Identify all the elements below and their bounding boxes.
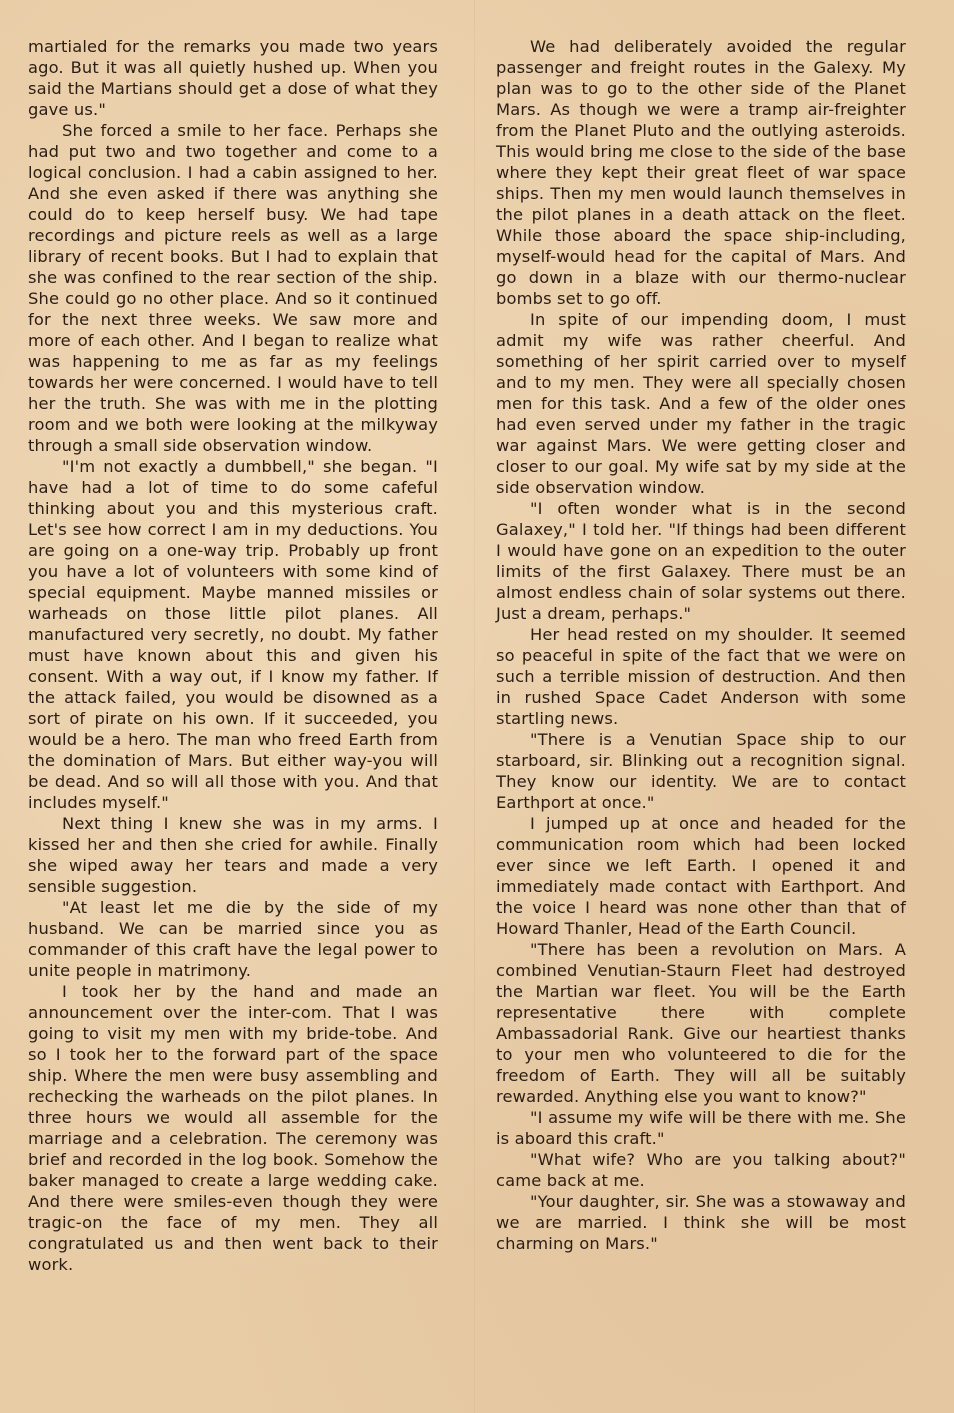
left-text-column <box>28 36 438 1275</box>
paragraph: "Your daughter, sir. She was a stowaway and we are married. I think she will be most charming on Mars." <box>496 1192 906 1253</box>
right-text-column <box>496 36 906 1254</box>
column-gutter <box>474 0 475 1413</box>
paragraph: "I assume my wife will be there with me. She is aboard this craft." <box>496 1108 906 1148</box>
paragraph: "There is a Venutian Space ship to our starboard, sir. Blinking out a recognition signal. They know our identity. We are to contact Earthport at once." <box>496 730 906 812</box>
paragraph: "There has been a revolution on Mars. A combined Venutian-Staurn Fleet had destroyed the Martian war fleet. You will be the Earth representative there with complete Ambassadorial Rank. Give our heartiest thanks to your men who volunteered to die for the freedom of Earth. They will all be suitably rewarded. Anything else you want to know?" <box>496 940 906 1106</box>
paragraph: In spite of our impending doom, I must admit my wife was rather cheerful. And something of her spirit carried over to myself and to my men. They were all specially chosen men for this task. And a few of the older ones had even served under my father in the tragic war against Mars. We were getting closer and closer to our goal. My wife sat by my side at the side observation window. <box>496 310 906 497</box>
paragraph: martialed for the remarks you made two years ago. But it was all quietly hushed up. When you said the Martians should get a dose of what they gave us." <box>28 37 438 119</box>
paragraph: Her head rested on my shoulder. It seemed so peaceful in spite of the fact that we were on such a terrible mission of destruction. And then in rushed Space Cadet Anderson with some startling news. <box>496 625 906 728</box>
paragraph: I took her by the hand and made an announcement over the inter-com. That I was going to visit my men with my bride-tobe. And so I took her to the forward part of the space ship. Where the men were busy assembling and rechecking the warheads on the pilot planes. In three hours we would all assemble for the marriage and a celebration. The ceremony was brief and recorded in the log book. Somehow the baker managed to create a large wedding cake. And there were smiles-even though they were tragic-on the face of my men. They all congratulated us and then went back to their work. <box>28 982 438 1274</box>
paragraph: I jumped up at once and headed for the communication room which had been locked ever since we left Earth. I opened it and immediately made contact with Earthport. And the voice I heard was none other than that of Howard Thanler, Head of the Earth Council. <box>496 814 906 938</box>
paragraph: We had deliberately avoided the regular passenger and freight routes in the Galexy. My plan was to go to the other side of the Planet Mars. As though we were a tramp air-freighter from the Planet Pluto and the outlying asteroids. This would bring me close to the side of the base where they kept their great fleet of war space ships. Then my men would launch themselves in the pilot planes in a death attack on the fleet. While those aboard the space ship-including, myself-would head for the capital of Mars. And go down in a blaze with our thermo-nuclear bombs set to go off. <box>496 37 906 308</box>
paragraph: "At least let me die by the side of my husband. We can be married since you as commander of this craft have the legal power to unite people in matrimony. <box>28 898 438 980</box>
paragraph: "I often wonder what is in the second Galaxey," I told her. "If things had been different I would have gone on an expedition to the outer limits of the first Galaxey. There must be an almost endless chain of solar systems out there. Just a dream, perhaps." <box>496 499 906 623</box>
paragraph: Next thing I knew she was in my arms. I kissed her and then she cried for awhile. Finally she wiped away her tears and made a very sensible suggestion. <box>28 814 438 896</box>
paragraph: "What wife? Who are you talking about?" came back at me. <box>496 1150 906 1190</box>
paragraph: She forced a smile to her face. Perhaps she had put two and two together and come to a logical conclusion. I had a cabin assigned to her. And she even asked if there was anything she could do to keep herself busy. We had tape recordings and picture reels as well as a large library of recent books. But I had to explain that she was confined to the rear section of the ship. She could go no other place. And so it continued for the next three weeks. We saw more and more of each other. And I began to realize what was happening to me as far as my feelings towards her were concerned. I would have to tell her the truth. She was with me in the plotting room and we both were looking at the milkyway through a small side observation window. <box>28 121 438 455</box>
paragraph: "I'm not exactly a dumbbell," she began. "I have had a lot of time to do some cafeful thinking about you and this mysterious craft. Let's see how correct I am in my deductions. You are going on a one-way trip. Probably up front you have a lot of volunteers with some kind of special equipment. Maybe manned missiles or warheads on those little pilot planes. All manufactured very secretly, no doubt. My father must have known about this and given his consent. With a way out, if I know my father. If the attack failed, you would be disowned as a sort of pirate on his own. If it succeeded, you would be a hero. The man who freed Earth from the domination of Mars. But either way-you will be dead. And so will all those with you. And that includes myself." <box>28 457 438 812</box>
